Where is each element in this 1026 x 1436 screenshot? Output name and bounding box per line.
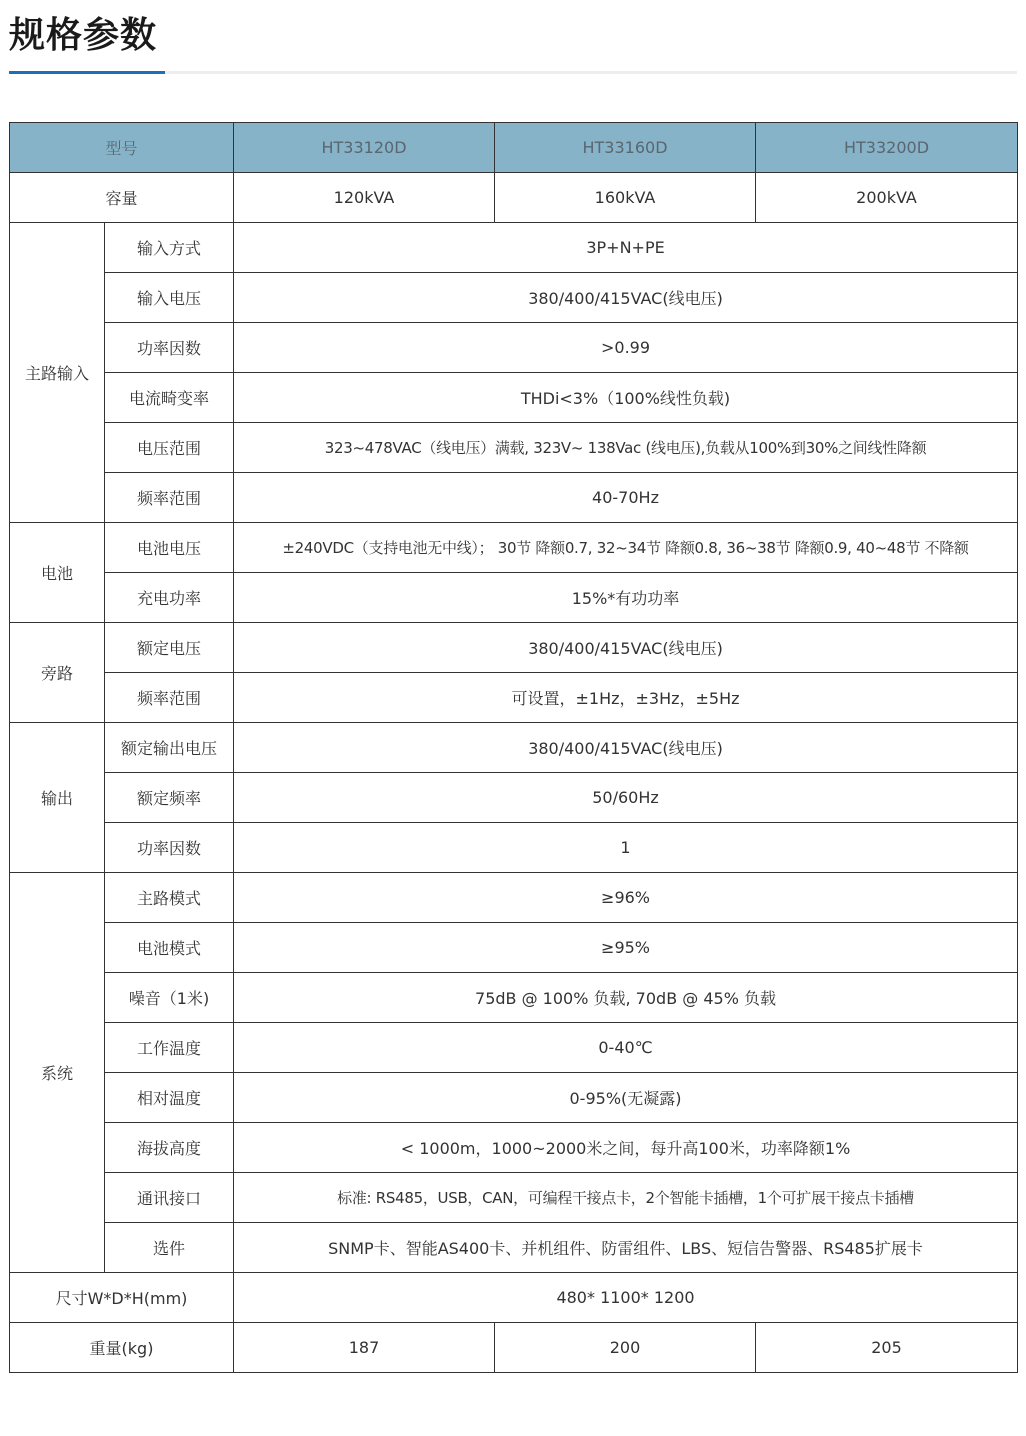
capacity-value: 160kVA <box>495 173 756 223</box>
row-label: 输入方式 <box>105 223 234 273</box>
dimensions-value: 480* 1100* 1200 <box>234 1273 1018 1323</box>
table-row <box>10 773 1018 823</box>
row-value: ±240VDC（支持电池无中线）； 30节 降额0.7, 32~34节 降额0.8, 36~38节 降额0.9, 40~48节 不降额 <box>234 523 1018 573</box>
group-label-output: 输出 <box>10 723 105 873</box>
table-row <box>10 323 1018 373</box>
row-label: 频率范围 <box>105 473 234 523</box>
row-value: 380/400/415VAC(线电压) <box>234 623 1018 673</box>
table-row <box>10 1123 1018 1173</box>
row-label: 通讯接口 <box>105 1173 234 1223</box>
capacity-value: 200kVA <box>756 173 1018 223</box>
weight-value: 205 <box>756 1323 1018 1373</box>
model-name: HT33200D <box>756 123 1018 173</box>
table-row <box>10 1173 1018 1223</box>
table-row <box>10 923 1018 973</box>
row-value: 可设置，±1Hz，±3Hz，±5Hz <box>234 673 1018 723</box>
row-label: 功率因数 <box>105 323 234 373</box>
title-section <box>0 0 1026 80</box>
row-value: 0-40℃ <box>234 1023 1018 1073</box>
model-name: HT33160D <box>495 123 756 173</box>
model-name: HT33120D <box>234 123 495 173</box>
row-value: ≥96% <box>234 873 1018 923</box>
row-label: 电流畸变率 <box>105 373 234 423</box>
table-row <box>10 273 1018 323</box>
row-label: 选件 <box>105 1223 234 1273</box>
table-row <box>10 1223 1018 1273</box>
row-value: 50/60Hz <box>234 773 1018 823</box>
capacity-row <box>10 173 1018 223</box>
table-row <box>10 873 1018 923</box>
row-label: 电压范围 <box>105 423 234 473</box>
row-value: 3P+N+PE <box>234 223 1018 273</box>
table-row <box>10 423 1018 473</box>
table-row <box>10 473 1018 523</box>
row-value: 380/400/415VAC(线电压) <box>234 273 1018 323</box>
row-value: 标准: RS485，USB，CAN，可编程干接点卡，2个智能卡插槽，1个可扩展干接点卡插槽 <box>234 1173 1018 1223</box>
row-value: 1 <box>234 823 1018 873</box>
table-row <box>10 523 1018 573</box>
spec-table <box>9 122 1018 1373</box>
row-value: 40-70Hz <box>234 473 1018 523</box>
row-label: 充电功率 <box>105 573 234 623</box>
row-value: 380/400/415VAC(线电压) <box>234 723 1018 773</box>
group-label-battery: 电池 <box>10 523 105 623</box>
row-value: 15%*有功功率 <box>234 573 1018 623</box>
row-label: 主路模式 <box>105 873 234 923</box>
group-label-main-input: 主路输入 <box>10 223 105 523</box>
row-label: 电池电压 <box>105 523 234 573</box>
row-label: 功率因数 <box>105 823 234 873</box>
table-row <box>10 573 1018 623</box>
row-label: 频率范围 <box>105 673 234 723</box>
row-label: 额定输出电压 <box>105 723 234 773</box>
table-row <box>10 673 1018 723</box>
weight-value: 200 <box>495 1323 756 1373</box>
table-row <box>10 1073 1018 1123</box>
row-value: 323~478VAC（线电压）满载, 323V~ 138Vac (线电压),负载从100%到30%之间线性降额 <box>234 423 1018 473</box>
row-value: 75dB @ 100% 负载, 70dB @ 45% 负载 <box>234 973 1018 1023</box>
title-accent-bar <box>9 71 165 74</box>
row-value: THDi<3%（100%线性负载) <box>234 373 1018 423</box>
table-row <box>10 973 1018 1023</box>
table-row <box>10 1023 1018 1073</box>
page-title: 规格参数 <box>9 15 158 56</box>
dimensions-label: 尺寸W*D*H(mm) <box>10 1273 234 1323</box>
row-label: 海拔高度 <box>105 1123 234 1173</box>
table-row <box>10 623 1018 673</box>
weight-label: 重量(kg) <box>10 1323 234 1373</box>
table-row <box>10 723 1018 773</box>
weight-value: 187 <box>234 1323 495 1373</box>
row-value: 0-95%(无凝露) <box>234 1073 1018 1123</box>
capacity-value: 120kVA <box>234 173 495 223</box>
capacity-label: 容量 <box>10 173 234 223</box>
row-label: 电池模式 <box>105 923 234 973</box>
group-label-system: 系统 <box>10 873 105 1273</box>
row-label: 输入电压 <box>105 273 234 323</box>
table-row <box>10 223 1018 273</box>
row-label: 噪音（1米) <box>105 973 234 1023</box>
dimensions-row <box>10 1273 1018 1323</box>
header-row <box>10 123 1018 173</box>
row-label: 额定电压 <box>105 623 234 673</box>
row-value: >0.99 <box>234 323 1018 373</box>
model-header-label: 型号 <box>10 123 234 173</box>
row-label: 额定频率 <box>105 773 234 823</box>
weight-row <box>10 1323 1018 1373</box>
row-value: ≥95% <box>234 923 1018 973</box>
table-row <box>10 373 1018 423</box>
group-label-bypass: 旁路 <box>10 623 105 723</box>
row-value: SNMP卡、智能AS400卡、并机组件、防雷组件、LBS、短信告警器、RS485扩展卡 <box>234 1223 1018 1273</box>
row-label: 相对温度 <box>105 1073 234 1123</box>
row-label: 工作温度 <box>105 1023 234 1073</box>
table-row <box>10 823 1018 873</box>
row-value: < 1000m，1000~2000米之间，每升高100米，功率降额1% <box>234 1123 1018 1173</box>
